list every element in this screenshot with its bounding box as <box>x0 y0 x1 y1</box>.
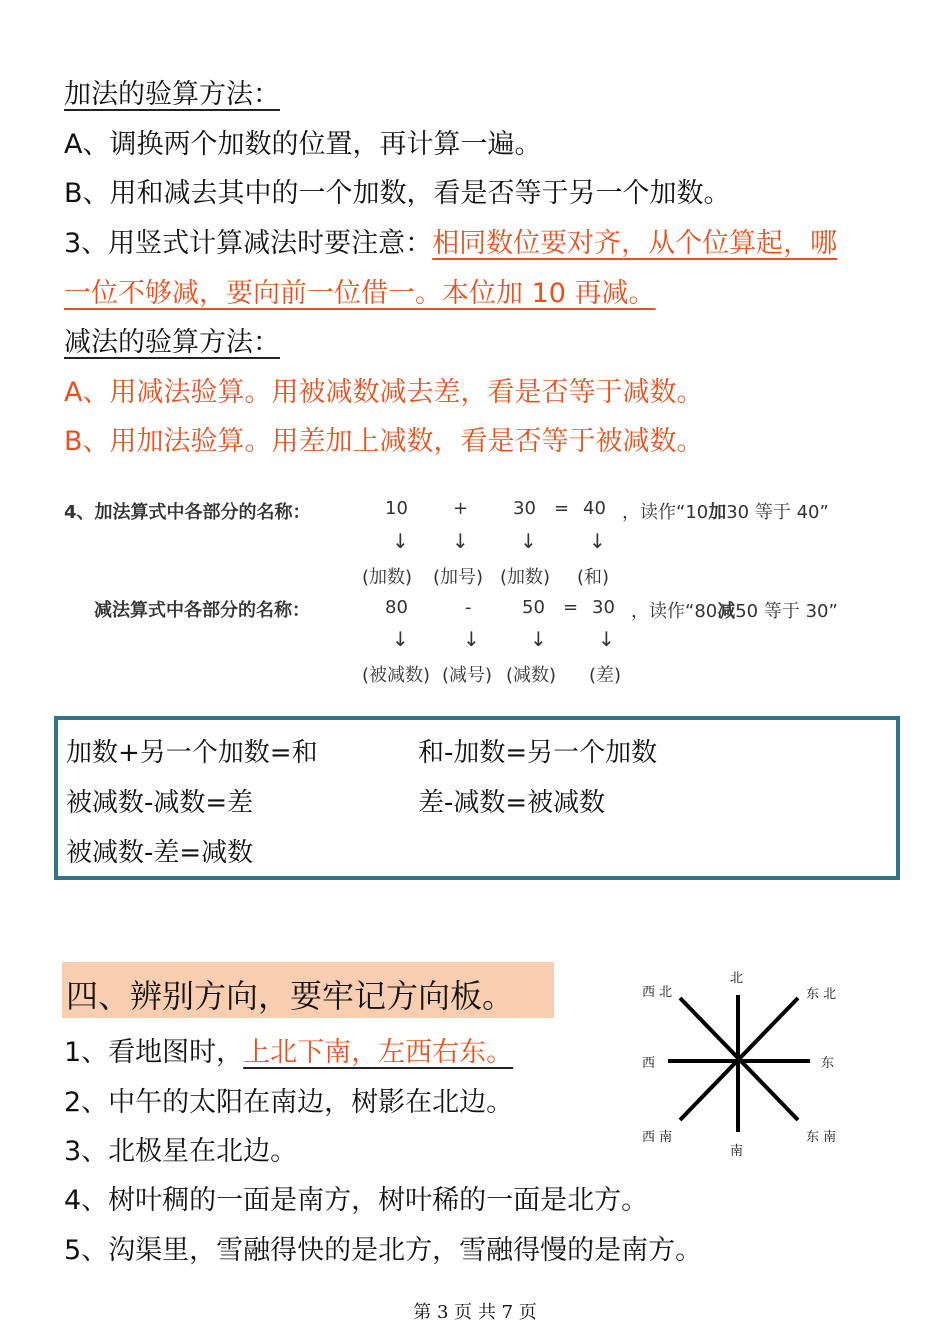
compass-south: 南 <box>730 1144 744 1159</box>
sub-reading-prefix: ，读作“80 <box>631 601 718 622</box>
add-arrow-3: ↓ <box>520 529 537 553</box>
add-name-3: (加数) <box>500 567 551 588</box>
formula-box <box>54 716 900 880</box>
direction-item-4: 4、树叶稠的一面是南方，树叶稀的一面是北方。 <box>64 1185 649 1216</box>
add-reading-op: 加 <box>708 502 727 523</box>
sub-note-line1 <box>64 227 837 261</box>
direction-item-1 <box>64 1036 513 1070</box>
compass-northeast: 东 北 <box>806 987 837 1002</box>
sub-reading-suffix: 50 等于 30” <box>735 601 838 622</box>
add-reading-prefix: ，读作“10 <box>622 502 709 523</box>
sub-name-1: (被减数) <box>362 665 431 686</box>
add-check-a: A、调换两个加数的位置，再计算一遍。 <box>64 129 542 160</box>
compass-southeast: 东 南 <box>806 1130 837 1145</box>
add-check-title: 加法的验算方法： <box>64 79 280 110</box>
add-term-1: 10 <box>385 498 408 519</box>
sub-name-4: (差) <box>589 665 622 686</box>
formula-2: 和-加数=另一个加数 <box>418 738 658 768</box>
add-check-b: B、用和减去其中的一个加数，看是否等于另一个加数。 <box>64 178 731 209</box>
formula-3: 被减数-减数=差 <box>66 788 254 818</box>
sub-note-red1: 相同数位要对齐，从个位算起，哪 <box>432 228 838 259</box>
sub-term-2: - <box>465 597 472 618</box>
compass-north: 北 <box>730 971 744 986</box>
compass-east: 东 <box>821 1056 835 1071</box>
sub-term-5: 30 <box>592 597 615 618</box>
add-arrow-2: ↓ <box>452 529 469 553</box>
add-term-5: 40 <box>583 498 606 519</box>
formula-4: 差-减数=被减数 <box>418 788 606 818</box>
add-parts-label: 4、加法算式中各部分的名称： <box>64 502 311 523</box>
sub-term-4: = <box>563 597 579 618</box>
sub-check-a: A、用减法验算。用被减数减去差，看是否等于减数。 <box>64 377 704 408</box>
compass-west: 西 <box>642 1056 656 1071</box>
sub-reading <box>631 597 838 623</box>
add-arrow-1: ↓ <box>392 529 409 553</box>
sub-term-1: 80 <box>385 597 408 618</box>
add-reading <box>622 498 829 524</box>
sub-note-red2: 一位不够减，要向前一位借一。本位加 10 再减。 <box>64 278 656 309</box>
section-four-title: 四、辨别方向，要牢记方向板。 <box>66 977 515 1015</box>
add-name-1: (加数) <box>362 567 413 588</box>
page-footer: 第 3 页 共 7 页 <box>413 1302 537 1323</box>
direction-item-1-prefix: 1、看地图时， <box>64 1037 244 1068</box>
formula-1: 加数+另一个加数=和 <box>66 738 318 768</box>
sub-note-prefix: 3、用竖式计算减法时要注意： <box>64 228 433 259</box>
compass-northwest: 西 北 <box>642 985 673 1000</box>
add-name-4: (和) <box>577 567 610 588</box>
direction-item-3: 3、北极星在北边。 <box>64 1136 298 1167</box>
direction-item-5: 5、沟渠里，雪融得快的是北方，雪融得慢的是南方。 <box>64 1235 703 1266</box>
direction-item-1-red: 上北下南，左西右东。 <box>243 1037 514 1068</box>
formula-5: 被减数-差=减数 <box>66 838 254 868</box>
compass-southwest: 西 南 <box>642 1130 673 1145</box>
add-arrow-4: ↓ <box>589 529 606 553</box>
sub-term-3: 50 <box>522 597 545 618</box>
sub-name-2: (减号) <box>442 665 493 686</box>
sub-arrow-2: ↓ <box>463 627 480 651</box>
sub-arrow-4: ↓ <box>598 627 615 651</box>
sub-check-b: B、用加法验算。用差加上减数，看是否等于被减数。 <box>64 426 704 457</box>
sub-reading-op: 减 <box>717 601 736 622</box>
add-reading-suffix: 30 等于 40” <box>726 502 829 523</box>
sub-check-title: 减法的验算方法： <box>64 327 280 358</box>
sub-arrow-1: ↓ <box>392 627 409 651</box>
direction-item-2: 2、中午的太阳在南边，树影在北边。 <box>64 1087 514 1118</box>
add-name-2: (加号) <box>433 567 484 588</box>
add-term-4: = <box>554 498 570 519</box>
sub-arrow-3: ↓ <box>530 627 547 651</box>
sub-name-3: (减数) <box>506 665 557 686</box>
add-term-2: + <box>453 498 469 519</box>
sub-parts-label: 减法算式中各部分的名称： <box>94 600 310 621</box>
section-four-heading <box>62 962 554 1018</box>
add-term-3: 30 <box>513 498 536 519</box>
